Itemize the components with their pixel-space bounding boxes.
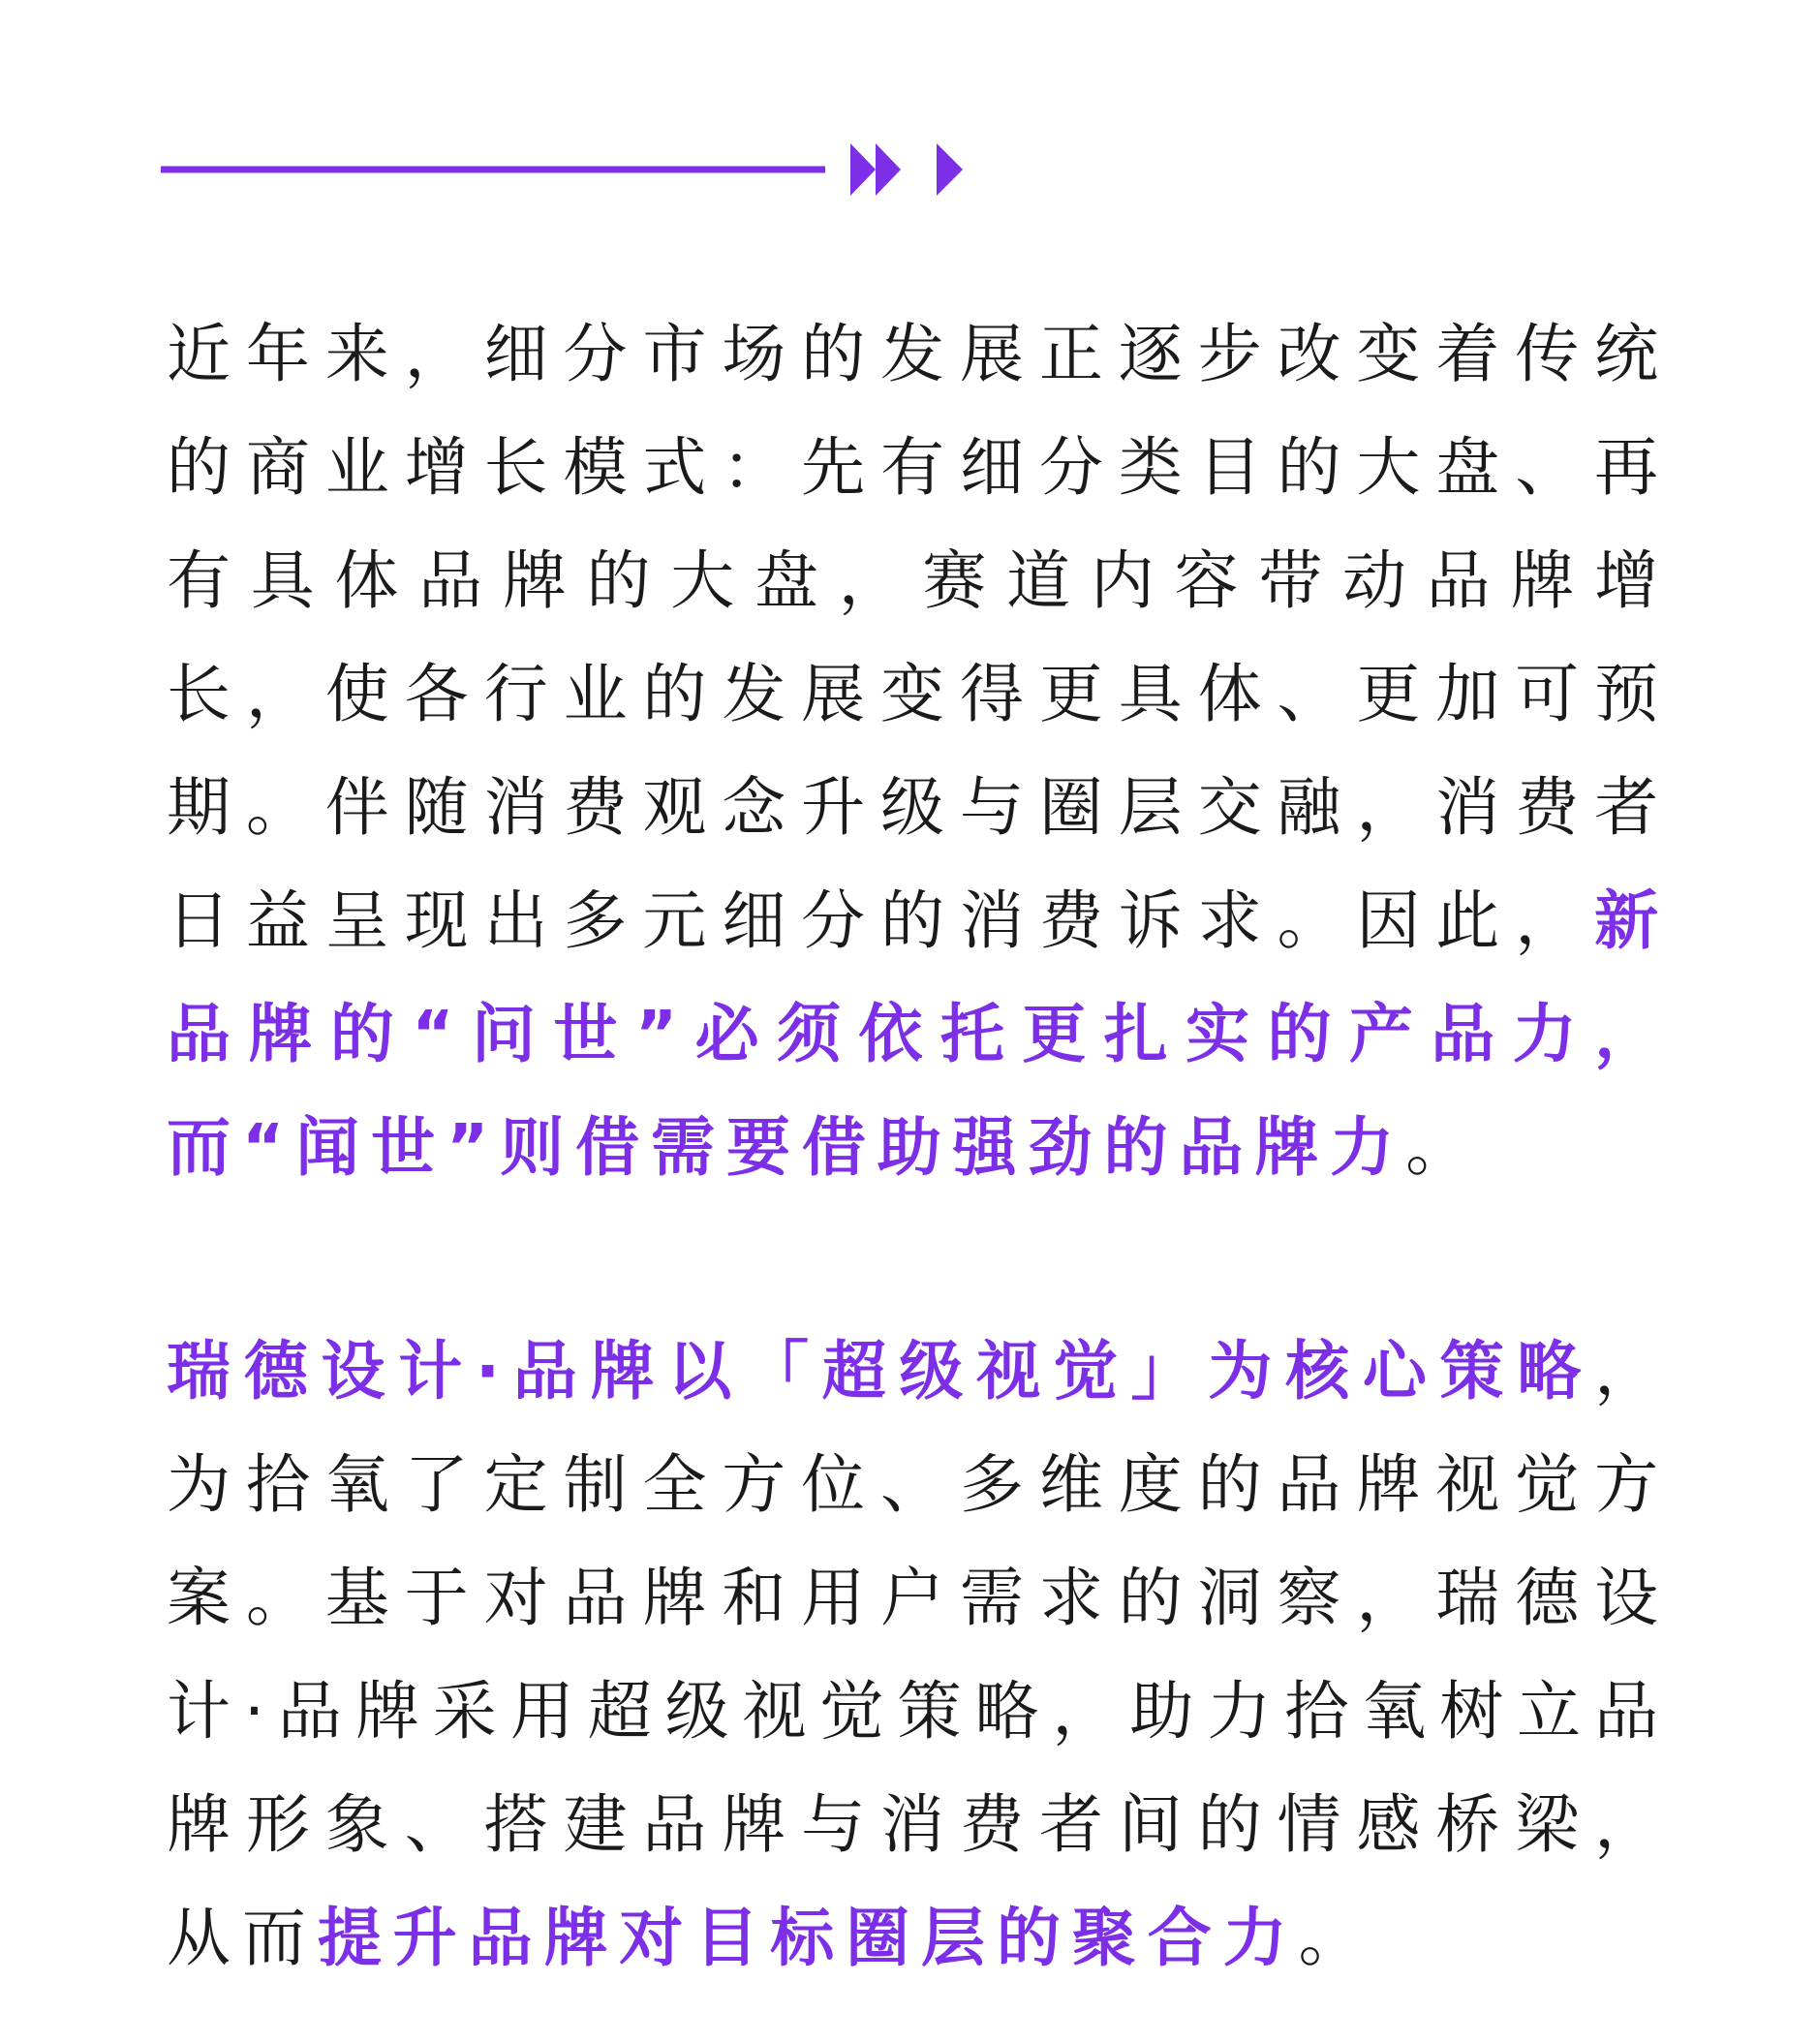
arrow-2 bbox=[876, 143, 901, 196]
section-divider bbox=[161, 0, 974, 349]
arrow-1 bbox=[850, 143, 876, 196]
paragraph-1 bbox=[167, 297, 1670, 1204]
paragraph-1-text: 近年来，细分市场的发展正逐步改变着传统的商业增长模式：先有细分类目的大盘、再有具体品牌的大盘，赛道内容带动品牌增长，使各行业的发展变得更具体、更加可预期。伴随消费观念升级与圈层交融，消费者日益呈现出多元细分的消费诉求。因此， bbox=[167, 317, 1670, 958]
paragraph-1-highlight: 新品牌的“问世”必须依托更扎实的产品力，而“闻世”则借需要借助强劲的品牌力 bbox=[167, 883, 1670, 1185]
arrow-3 bbox=[937, 143, 963, 196]
paragraph-2-highlight-2: 提升品牌对目标圈层的聚合力 bbox=[317, 1901, 1299, 1975]
paragraph-2-highlight-1: 瑞德设计·品牌以「超级视觉」为核心策略 bbox=[167, 1334, 1595, 1409]
divider-graphic bbox=[161, 0, 974, 349]
article-body bbox=[167, 297, 1670, 1995]
paragraph-2-end: 。 bbox=[1298, 1901, 1374, 1975]
paragraph-2 bbox=[167, 1315, 1670, 1995]
paragraph-2-text: ，为拾氧了定制全方位、多维度的品牌视觉方案。基于对品牌和用户需求的洞察，瑞德设计·品牌采用超级视觉策略，助力拾氧树立品牌形象、搭建品牌与消费者间的情感桥梁，从而 bbox=[167, 1334, 1670, 1975]
double-play-arrow-icon bbox=[850, 143, 963, 196]
paragraph-1-end: 。 bbox=[1405, 1110, 1481, 1185]
